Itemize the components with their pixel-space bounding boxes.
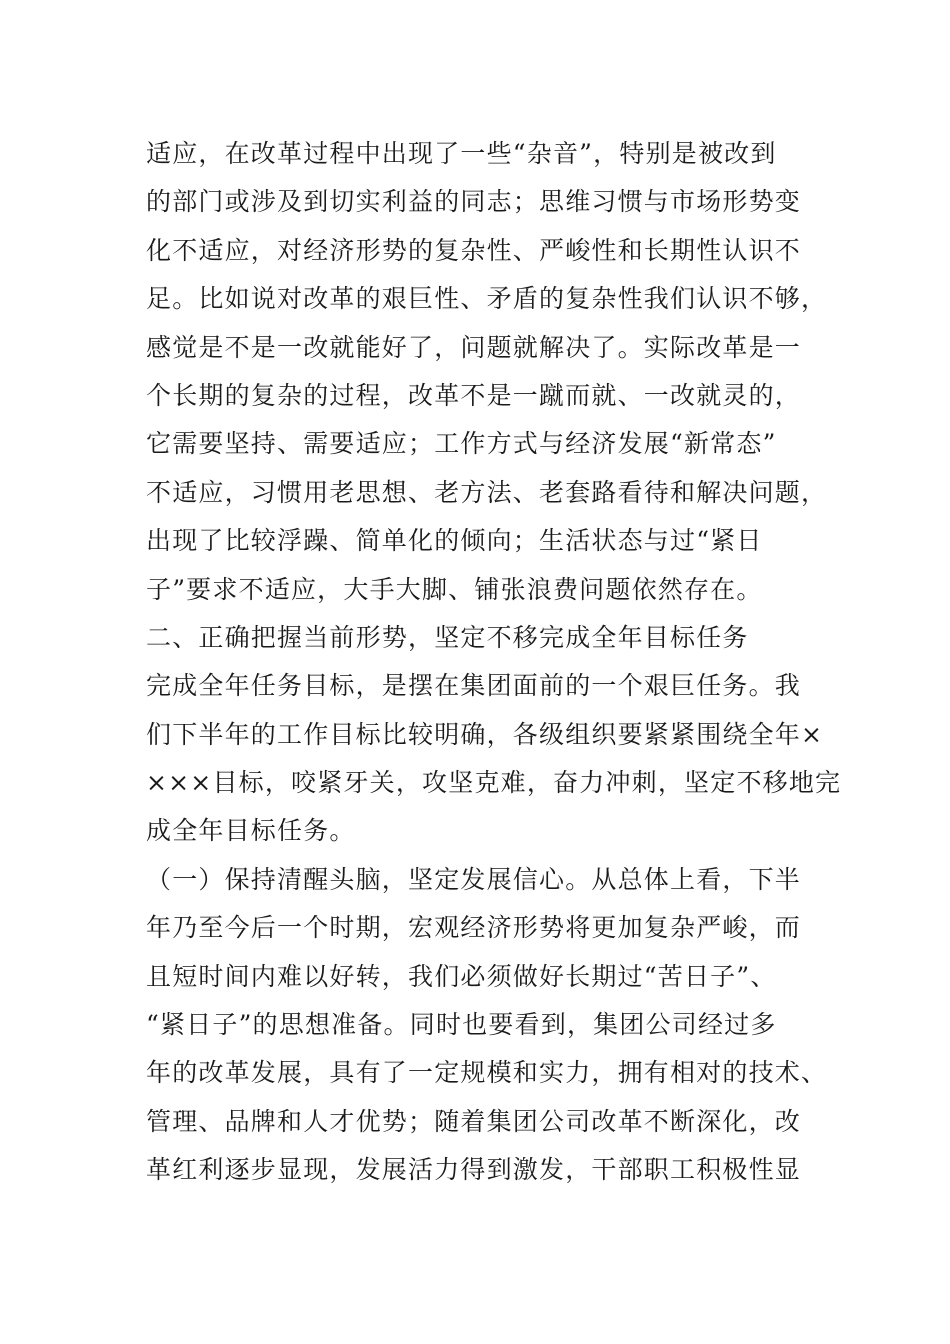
text-line: 年乃至今后一个时期，宏观经济形势将更加复杂严峻，而 — [146, 913, 802, 943]
text-line: 们下半年的工作目标比较明确，各级组织要紧紧围绕全年× — [146, 719, 824, 749]
text-line: 子”要求不适应，大手大脚、铺张浪费问题依然存在。 — [146, 574, 763, 604]
text-line: 完成全年任务目标，是摆在集团面前的一个艰巨任务。我 — [146, 671, 802, 701]
text-line: 不适应，习惯用老思想、老方法、老套路看待和解决问题， — [146, 477, 828, 507]
text-line: （一）保持清醒头脑，坚定发展信心。从总体上看，下半 — [146, 864, 802, 894]
text-line: 足。比如说对改革的艰巨性、矛盾的复杂性我们认识不够， — [146, 284, 828, 314]
section-heading: 二、正确把握当前形势，坚定不移完成全年目标任务 — [146, 622, 749, 652]
text-line: 出现了比较浮躁、简单化的倾向；生活状态与过“紧日 — [146, 526, 763, 556]
text-line: 年的改革发展，具有了一定规模和实力，拥有相对的技术、 — [146, 1058, 828, 1088]
body-text — [146, 130, 842, 1195]
text-line: 个长期的复杂的过程，改革不是一蹴而就、一改就灵的， — [146, 380, 802, 410]
text-line: 化不适应，对经济形势的复杂性、严峻性和长期性认识不 — [146, 235, 802, 265]
text-line: 成全年目标任务。 — [146, 816, 356, 846]
text-line: “紧日子”的思想准备。同时也要看到，集团公司经过多 — [146, 1010, 777, 1040]
text-line: 革红利逐步显现，发展活力得到激发，干部职工积极性显 — [146, 1155, 802, 1185]
text-line: 适应，在改革过程中出现了一些“杂音”，特别是被改到 — [146, 139, 777, 168]
text-line: 管理、品牌和人才优势；随着集团公司改革不断深化，改 — [146, 1106, 802, 1136]
text-line: 感觉是不是一改就能好了，问题就解决了。实际改革是一 — [146, 332, 802, 362]
text-line: 且短时间内难以好转，我们必须做好长期过“苦日子”、 — [146, 961, 777, 991]
text-line: 的部门或涉及到切实利益的同志；思维习惯与市场形势变 — [146, 187, 802, 217]
text-line: ×××目标，咬紧牙关，攻坚克难，奋力冲刺，坚定不移地完 — [146, 768, 842, 798]
text-line: 它需要坚持、需要适应；工作方式与经济发展“新常态” — [146, 429, 777, 459]
